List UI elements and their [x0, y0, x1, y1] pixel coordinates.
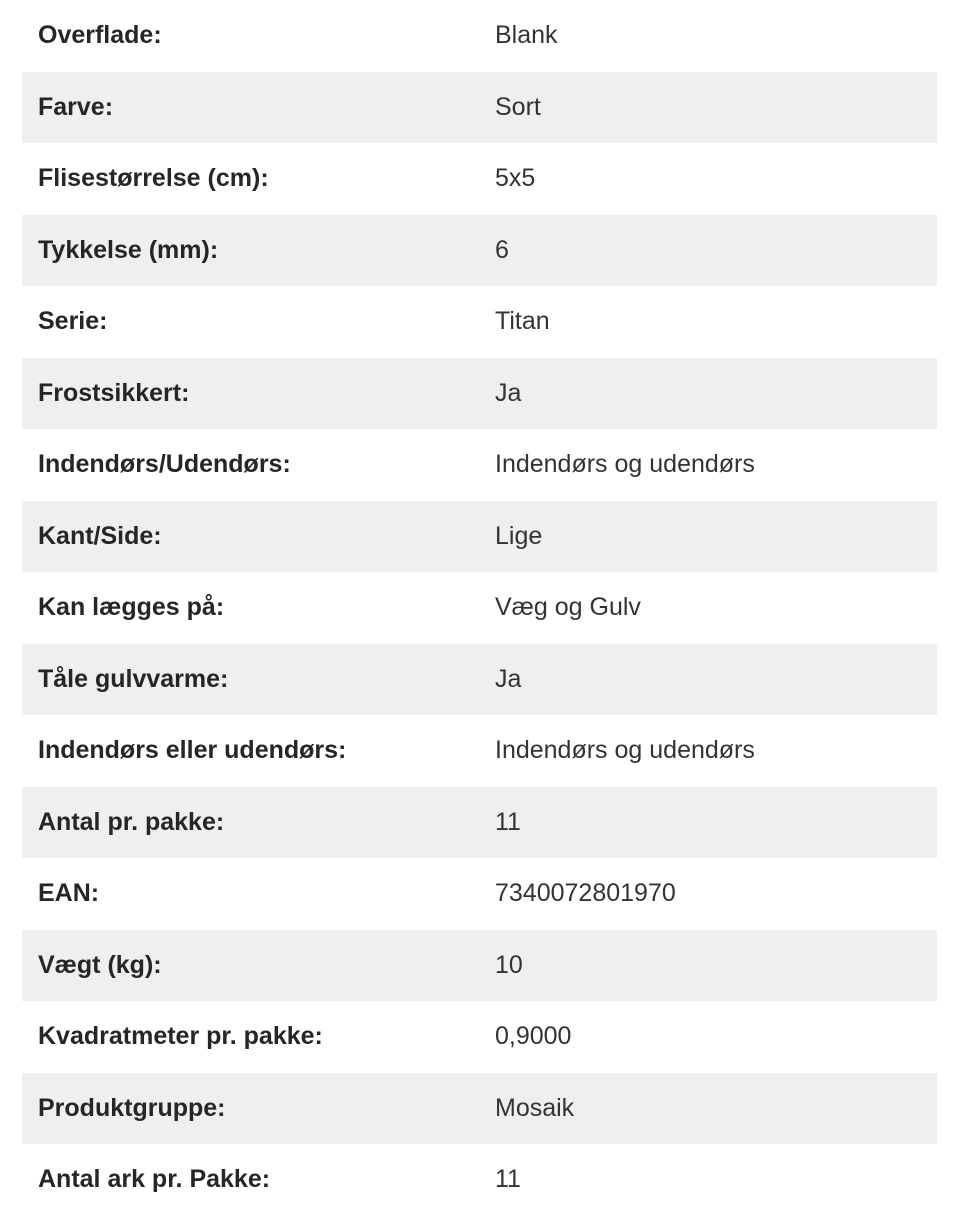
spec-label: Antal ark pr. Pakke: [38, 1165, 271, 1194]
spec-value: Ja [495, 664, 522, 693]
spec-row-tile-size [22, 143, 937, 215]
spec-label: Serie: [38, 307, 108, 336]
spec-value: Blank [495, 21, 558, 50]
spec-value: Væg og Gulv [495, 593, 641, 622]
spec-row-floor-heating [22, 644, 937, 716]
spec-value: Mosaik [495, 1093, 575, 1122]
spec-value: Ja [495, 378, 522, 407]
spec-value: 11 [495, 807, 521, 836]
spec-row-sheets-per-pack [22, 1144, 937, 1216]
spec-label: Kan lægges på: [38, 593, 225, 622]
spec-label: Indendørs/Udendørs: [38, 450, 291, 479]
spec-value: 0,9000 [495, 1022, 572, 1051]
spec-label: Indendørs eller udendørs: [38, 736, 347, 765]
spec-label: Overflade: [38, 21, 162, 50]
spec-label: Antal pr. pakke: [38, 807, 225, 836]
spec-value: Titan [495, 307, 550, 336]
spec-row-product-group [22, 1073, 937, 1145]
spec-value: Sort [495, 92, 541, 121]
spec-label: EAN: [38, 879, 100, 908]
product-spec-table [22, 0, 937, 1216]
spec-label: Farve: [38, 92, 114, 121]
spec-label: Frostsikkert: [38, 378, 190, 407]
spec-value: Indendørs og udendørs [495, 450, 755, 479]
spec-value: 10 [495, 950, 523, 979]
spec-row-thickness [22, 215, 937, 287]
spec-value: 5x5 [495, 164, 536, 193]
spec-label: Produktgruppe: [38, 1093, 226, 1122]
spec-label: Kvadratmeter pr. pakke: [38, 1022, 323, 1051]
spec-row-edge [22, 501, 937, 573]
spec-row-indoor-outdoor [22, 429, 937, 501]
spec-value: 6 [495, 235, 509, 264]
spec-row-surface [22, 0, 937, 72]
spec-row-ean [22, 858, 937, 930]
spec-row-sqm-per-pack [22, 1001, 937, 1073]
spec-row-count-per-pack [22, 787, 937, 859]
spec-row-color [22, 72, 937, 144]
spec-label: Kant/Side: [38, 521, 162, 550]
spec-label: Vægt (kg): [38, 950, 162, 979]
spec-value: 7340072801970 [495, 879, 676, 908]
spec-label: Tykkelse (mm): [38, 235, 219, 264]
spec-row-weight [22, 930, 937, 1002]
spec-row-series [22, 286, 937, 358]
spec-label: Flisestørrelse (cm): [38, 164, 269, 193]
spec-row-frost-safe [22, 358, 937, 430]
spec-value: Lige [495, 521, 543, 550]
spec-value: 11 [495, 1165, 521, 1194]
spec-value: Indendørs og udendørs [495, 736, 755, 765]
spec-label: Tåle gulvvarme: [38, 664, 229, 693]
spec-row-application [22, 572, 937, 644]
spec-table-body [22, 0, 937, 1216]
spec-row-indoor-or-outdoor [22, 715, 937, 787]
